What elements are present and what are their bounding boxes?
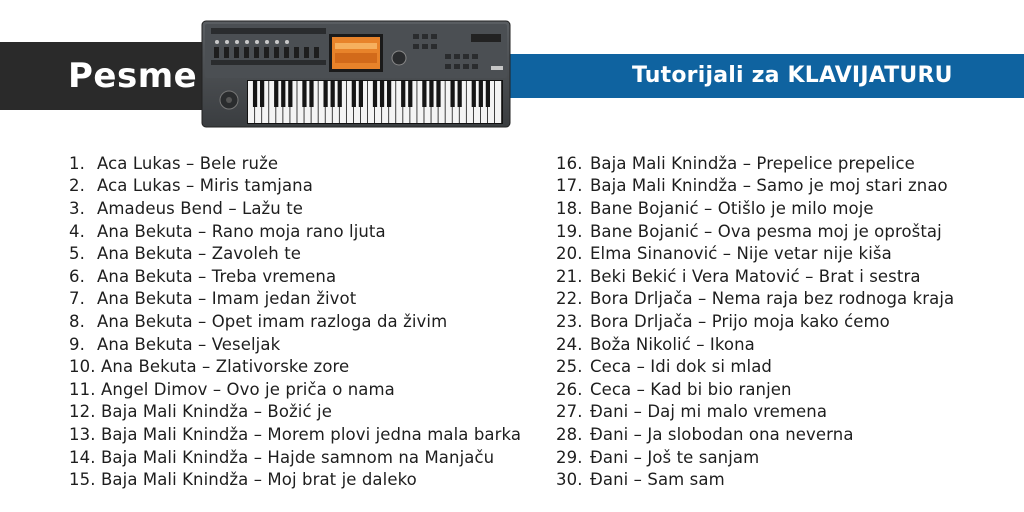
song-title: Baja Mali Knindža – Moj brat je daleko xyxy=(101,470,417,490)
song-item xyxy=(69,401,529,424)
song-number: 7. xyxy=(69,289,85,309)
piano-black-key xyxy=(486,81,490,107)
song-item xyxy=(69,220,529,243)
piano-black-key xyxy=(373,81,377,107)
song-item xyxy=(556,152,1016,175)
song-item xyxy=(69,152,529,175)
piano-black-key xyxy=(380,81,384,107)
piano-black-key xyxy=(288,81,292,107)
song-number: 26. xyxy=(556,379,583,399)
keyboard-synthesizer-image xyxy=(201,20,511,128)
piano-black-key xyxy=(479,81,483,107)
song-title: Đani – Ja slobodan ona neverna xyxy=(590,424,854,444)
piano-black-key xyxy=(302,81,306,107)
song-number: 24. xyxy=(556,334,583,354)
song-title: Ana Bekuta – Veseljak xyxy=(97,334,281,354)
song-number: 12. xyxy=(69,402,96,422)
song-number: 2. xyxy=(69,176,85,196)
title-band xyxy=(0,42,210,110)
song-number: 16. xyxy=(556,153,583,173)
piano-black-key xyxy=(436,81,440,107)
song-item xyxy=(69,197,529,220)
song-item xyxy=(556,401,1016,424)
song-title: Beki Bekić i Vera Matović – Brat i sestra xyxy=(590,266,921,286)
song-number: 23. xyxy=(556,311,583,331)
song-number: 19. xyxy=(556,221,583,241)
song-item xyxy=(69,423,529,446)
song-title: Ana Bekuta – Opet imam razloga da živim xyxy=(97,311,448,331)
song-title: Boža Nikolić – Ikona xyxy=(590,334,755,354)
song-title: Bora Drljača – Nema raja bez rodnoga kraja xyxy=(590,289,955,309)
song-number: 15. xyxy=(69,470,96,490)
song-number: 4. xyxy=(69,221,85,241)
song-title: Ana Bekuta – Imam jedan život xyxy=(97,289,357,309)
piano-black-key xyxy=(450,81,454,107)
song-item xyxy=(69,446,529,469)
song-item xyxy=(69,175,529,198)
song-title: Baja Mali Knindža – Božić je xyxy=(101,402,332,422)
song-title: Elma Sinanović – Nije vetar nije kiša xyxy=(590,244,892,264)
piano-black-key xyxy=(338,81,342,107)
song-number: 20. xyxy=(556,244,583,264)
song-item xyxy=(69,378,529,401)
song-number: 25. xyxy=(556,357,583,377)
song-number: 9. xyxy=(69,334,85,354)
piano-black-key xyxy=(274,81,278,107)
song-item xyxy=(556,423,1016,446)
song-list-right xyxy=(556,152,1016,491)
subtitle-band xyxy=(500,54,1024,98)
song-number: 1. xyxy=(69,153,85,173)
piano-black-key xyxy=(309,81,313,107)
piano-black-key xyxy=(352,81,356,107)
song-item xyxy=(69,242,529,265)
piano-black-key xyxy=(458,81,462,107)
song-item xyxy=(556,333,1016,356)
song-title: Baja Mali Knindža – Hajde samnom na Manjaču xyxy=(101,447,495,467)
song-number: 21. xyxy=(556,266,583,286)
song-item xyxy=(556,242,1016,265)
song-title: Ana Bekuta – Rano moja rano ljuta xyxy=(97,221,386,241)
song-title: Bane Bojanić – Otišlo je milo moje xyxy=(590,198,874,218)
page-subtitle: Tutorijali za KLAVIJATURU xyxy=(632,63,953,88)
song-item xyxy=(556,175,1016,198)
song-title: Baja Mali Knindža – Samo je moj stari znao xyxy=(590,176,948,196)
song-number: 13. xyxy=(69,424,96,444)
piano-black-key xyxy=(422,81,426,107)
song-item xyxy=(556,265,1016,288)
song-item xyxy=(69,310,529,333)
song-title: Ana Bekuta – Zavoleh te xyxy=(97,244,302,264)
song-item xyxy=(556,197,1016,220)
song-item xyxy=(69,355,529,378)
piano-black-key xyxy=(331,81,335,107)
song-title: Ceca – Idi dok si mlad xyxy=(590,357,772,377)
piano-white-key xyxy=(495,81,501,123)
song-item xyxy=(556,310,1016,333)
song-item xyxy=(556,468,1016,491)
piano-black-key xyxy=(323,81,327,107)
song-number: 8. xyxy=(69,311,85,331)
song-number: 10. xyxy=(69,357,96,377)
song-item xyxy=(69,288,529,311)
piano-black-key xyxy=(281,81,285,107)
song-number: 18. xyxy=(556,198,583,218)
song-number: 30. xyxy=(556,470,583,490)
song-title: Aca Lukas – Bele ruže xyxy=(97,153,279,173)
piano-black-key xyxy=(253,81,257,107)
piano-black-key xyxy=(359,81,363,107)
song-number: 17. xyxy=(556,176,583,196)
song-item xyxy=(556,446,1016,469)
song-title: Bora Drljača – Prijo moja kako ćemo xyxy=(590,311,890,331)
piano-black-key xyxy=(429,81,433,107)
song-item xyxy=(556,378,1016,401)
song-number: 11. xyxy=(69,379,96,399)
song-title: Ana Bekuta – Treba vremena xyxy=(97,266,337,286)
song-item xyxy=(69,265,529,288)
song-number: 29. xyxy=(556,447,583,467)
piano-black-key xyxy=(401,81,405,107)
piano-black-key xyxy=(472,81,476,107)
piano-black-key xyxy=(408,81,412,107)
song-item xyxy=(69,468,529,491)
page-title: Pesme xyxy=(68,56,198,96)
song-item xyxy=(556,355,1016,378)
song-number: 27. xyxy=(556,402,583,422)
song-number: 3. xyxy=(69,198,85,218)
song-item xyxy=(69,333,529,356)
song-title: Angel Dimov – Ovo je priča o nama xyxy=(101,379,395,399)
song-title: Đani – Daj mi malo vremena xyxy=(590,402,828,422)
song-title: Amadeus Bend – Lažu te xyxy=(97,198,304,218)
song-number: 6. xyxy=(69,266,85,286)
song-number: 28. xyxy=(556,424,583,444)
piano-black-key xyxy=(387,81,391,107)
song-title: Đani – Sam sam xyxy=(590,470,725,490)
song-list-left xyxy=(69,152,529,491)
song-item xyxy=(556,220,1016,243)
song-number: 5. xyxy=(69,244,85,264)
song-item xyxy=(556,288,1016,311)
song-title: Đani – Još te sanjam xyxy=(590,447,760,467)
song-title: Ceca – Kad bi bio ranjen xyxy=(590,379,792,399)
song-title: Baja Mali Knindža – Morem plovi jedna mala barka xyxy=(101,424,522,444)
piano-black-key xyxy=(260,81,264,107)
song-number: 14. xyxy=(69,447,96,467)
song-title: Baja Mali Knindža – Prepelice prepelice xyxy=(590,153,915,173)
song-title: Ana Bekuta – Zlativorske zore xyxy=(101,357,350,377)
song-title: Aca Lukas – Miris tamjana xyxy=(97,176,313,196)
song-title: Bane Bojanić – Ova pesma moj je oproštaj xyxy=(590,221,942,241)
song-number: 22. xyxy=(556,289,583,309)
